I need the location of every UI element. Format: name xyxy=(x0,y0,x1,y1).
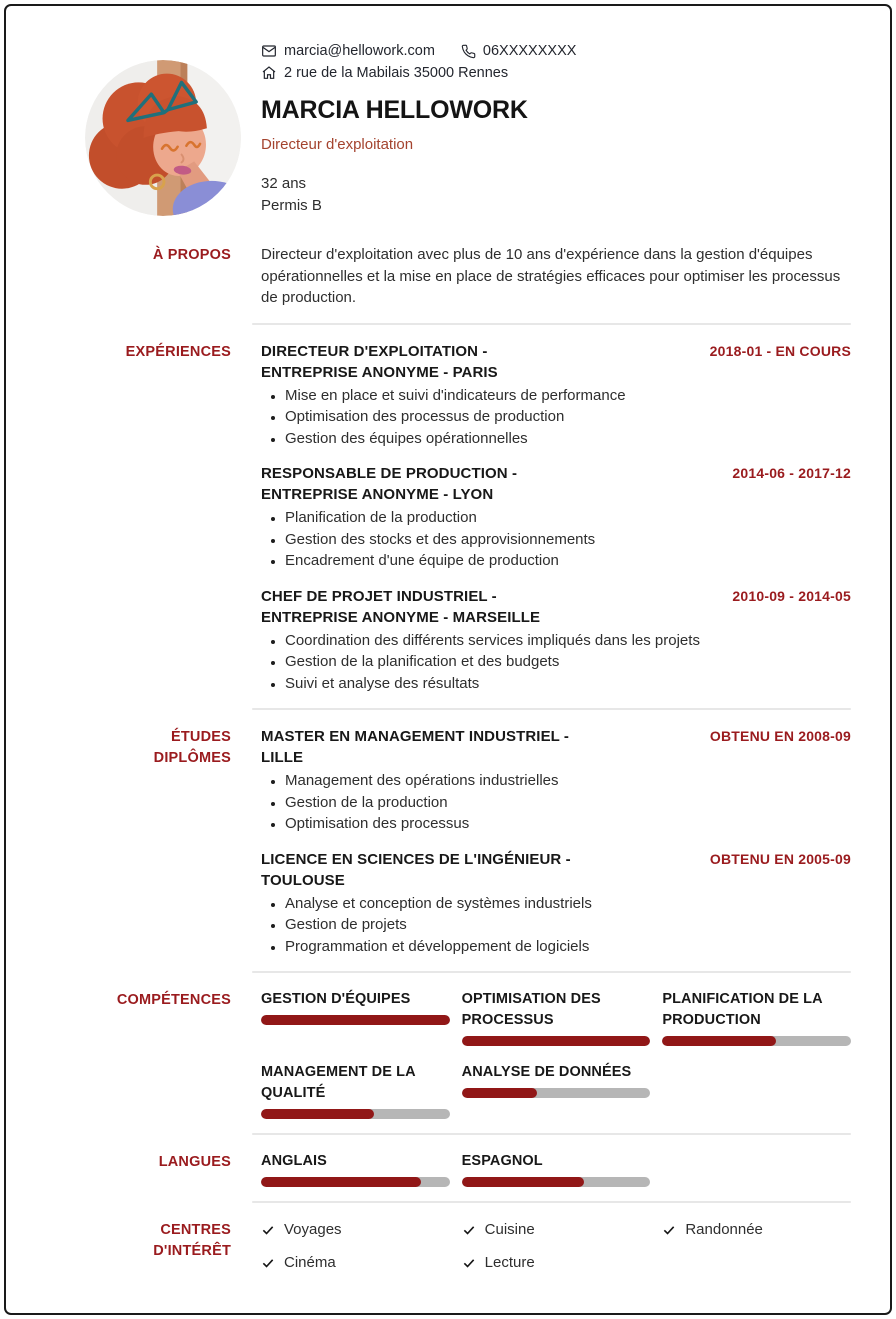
section-interests xyxy=(6,1219,890,1273)
job-bullets xyxy=(261,630,851,695)
skills-grid xyxy=(261,989,851,1119)
diploma-title: LICENCE EN SCIENCES DE L'INGÉNIEUR - TOULOUSE xyxy=(261,850,571,889)
job-bullet: • Gestion des équipes opérationnelles xyxy=(285,428,851,450)
job-bullet: • Encadrement d'une équipe de production xyxy=(285,550,851,572)
skill-bar xyxy=(462,1036,651,1046)
section-label-education: ÉTUDES DIPLÔMES xyxy=(153,729,231,766)
divider xyxy=(252,1133,851,1135)
experience-list xyxy=(261,341,851,695)
job-title: CHEF DE PROJET INDUSTRIEL - ENTREPRISE ANONYME - MARSEILLE xyxy=(261,587,541,626)
skill-bar-fill xyxy=(462,1036,651,1046)
skill-item xyxy=(662,989,851,1046)
profile-photo xyxy=(85,60,241,216)
contact-line-2 xyxy=(261,62,851,84)
language-item xyxy=(261,1151,450,1187)
section-label-languages: LANGUES xyxy=(158,1154,231,1170)
interest-item xyxy=(462,1252,651,1273)
skill-item xyxy=(462,1062,651,1119)
interest-item xyxy=(261,1219,450,1240)
section-skills xyxy=(6,989,890,1119)
phone-icon xyxy=(461,44,476,59)
diploma-bullets xyxy=(261,893,851,958)
job-date: 2018-01 - EN COURS xyxy=(709,342,851,359)
divider xyxy=(252,971,851,973)
job-bullet: • Optimisation des processus de production xyxy=(285,406,851,428)
phone-text: 06XXXXXXXX xyxy=(482,43,577,59)
language-bar-fill xyxy=(261,1177,421,1187)
languages-grid xyxy=(261,1151,851,1187)
job-date: 2014-06 - 2017-12 xyxy=(732,465,851,481)
cv-page xyxy=(4,4,892,1315)
diploma-bullet: • Optimisation des processus xyxy=(285,813,851,835)
person-meta xyxy=(261,173,851,216)
divider xyxy=(252,1201,851,1203)
avatar-illustration xyxy=(85,60,241,216)
skill-name: ANALYSE DE DONNÉES xyxy=(461,1064,632,1080)
check-icon xyxy=(261,1223,275,1237)
job-bullet: • Gestion de la planification et des budgets xyxy=(285,651,851,673)
person-age: 32 ans xyxy=(261,175,307,192)
diploma-title: MASTER EN MANAGEMENT INDUSTRIEL - LILLE xyxy=(261,728,570,766)
diploma-date: OBTENU EN 2005-09 xyxy=(709,850,851,867)
diploma-entry xyxy=(261,726,851,835)
interest-label: Voyages xyxy=(284,1221,342,1238)
job-entry xyxy=(261,586,851,695)
check-icon xyxy=(662,1223,676,1237)
skill-name: OPTIMISATION DES PROCESSUS xyxy=(461,991,601,1028)
skill-bar xyxy=(662,1036,851,1046)
diploma-bullets xyxy=(261,770,851,835)
check-icon xyxy=(462,1256,476,1270)
skill-bar xyxy=(261,1015,450,1025)
diploma-bullet: • Management des opérations industrielles xyxy=(285,770,851,792)
about-text: Directeur d'exploitation avec plus de 10 ans d'expérience dans la gestion d'équipes opérationnelles et la mise en place de stratégies efficaces pour optimiser les processus de production. xyxy=(261,246,841,306)
section-about xyxy=(6,244,890,309)
education-list xyxy=(261,726,851,957)
diploma-bullet: • Gestion de projets xyxy=(285,914,851,936)
contact-address xyxy=(261,62,508,84)
divider xyxy=(252,323,851,325)
skill-bar xyxy=(462,1088,651,1098)
email-text: marcia@hellowork.com xyxy=(284,43,435,59)
section-education xyxy=(6,726,890,957)
job-entry xyxy=(261,341,851,450)
cv-header xyxy=(6,6,890,216)
divider xyxy=(252,708,851,710)
language-name: ESPAGNOL xyxy=(461,1153,543,1169)
skill-bar-fill xyxy=(462,1088,537,1098)
job-bullet: • Suivi et analyse des résultats xyxy=(285,673,851,695)
job-bullet: • Planification de la production xyxy=(285,507,851,529)
job-bullet: • Mise en place et suivi d'indicateurs de performance xyxy=(285,385,851,407)
skill-name: MANAGEMENT DE LA QUALITÉ xyxy=(261,1064,416,1101)
interest-label: Randonnée xyxy=(685,1221,763,1238)
diploma-bullet: • Programmation et développement de logiciels xyxy=(285,936,851,958)
section-label-experience: EXPÉRIENCES xyxy=(125,343,231,360)
language-bar xyxy=(261,1177,450,1187)
language-bar xyxy=(462,1177,651,1187)
address-text: 2 rue de la Mabilais 35000 Rennes xyxy=(284,65,509,81)
skill-name: PLANIFICATION DE LA PRODUCTION xyxy=(662,991,823,1028)
job-entry xyxy=(261,463,851,572)
job-bullets xyxy=(261,385,851,450)
skill-item xyxy=(462,989,651,1046)
check-icon xyxy=(261,1256,275,1270)
skill-bar-fill xyxy=(261,1109,374,1119)
header-content xyxy=(261,40,851,216)
person-job-title: Directeur d'exploitation xyxy=(261,136,414,153)
interest-label: Cinéma xyxy=(284,1254,336,1271)
section-label-about: À PROPOS xyxy=(152,247,231,263)
language-bar-fill xyxy=(462,1177,585,1187)
person-driving-license: Permis B xyxy=(261,196,322,214)
job-title: DIRECTEUR D'EXPLOITATION - ENTREPRISE ANONYME - PARIS xyxy=(261,342,498,381)
skill-bar xyxy=(261,1109,450,1119)
interests-grid xyxy=(261,1219,851,1273)
contact-phone xyxy=(461,40,577,62)
interest-item xyxy=(261,1252,450,1273)
diploma-bullet: • Analyse et conception de systèmes industriels xyxy=(285,893,851,915)
contact-email xyxy=(261,40,435,62)
job-bullets xyxy=(261,507,851,572)
interest-label: Cuisine xyxy=(484,1221,535,1238)
section-experience xyxy=(6,341,890,695)
job-bullet: • Gestion des stocks et des approvisionnements xyxy=(285,529,851,551)
section-languages xyxy=(6,1151,890,1187)
skill-bar-fill xyxy=(662,1036,775,1046)
section-label-interests: CENTRES D'INTÉRÊT xyxy=(153,1222,231,1259)
diploma-date: OBTENU EN 2008-09 xyxy=(709,728,851,744)
diploma-entry xyxy=(261,849,851,958)
job-date: 2010-09 - 2014-05 xyxy=(732,587,851,604)
skill-bar-fill xyxy=(261,1015,450,1025)
skill-item xyxy=(261,1062,450,1119)
job-title: RESPONSABLE DE PRODUCTION - ENTREPRISE ANONYME - LYON xyxy=(261,465,518,503)
language-item xyxy=(462,1151,651,1187)
skill-item xyxy=(261,989,450,1046)
home-icon xyxy=(261,65,277,81)
skill-name: GESTION D'ÉQUIPES xyxy=(261,991,411,1007)
section-label-skills: COMPÉTENCES xyxy=(116,992,231,1008)
job-bullet: • Coordination des différents services impliqués dans les projets xyxy=(285,630,851,652)
interest-label: Lecture xyxy=(484,1254,535,1271)
check-icon xyxy=(462,1223,476,1237)
envelope-icon xyxy=(261,43,277,59)
interest-item xyxy=(662,1219,851,1240)
interest-item xyxy=(462,1219,651,1240)
language-name: ANGLAIS xyxy=(261,1153,327,1169)
contact-line-1 xyxy=(261,40,851,62)
diploma-bullet: • Gestion de la production xyxy=(285,792,851,814)
person-name: MARCIA HELLOWORK xyxy=(261,96,528,124)
